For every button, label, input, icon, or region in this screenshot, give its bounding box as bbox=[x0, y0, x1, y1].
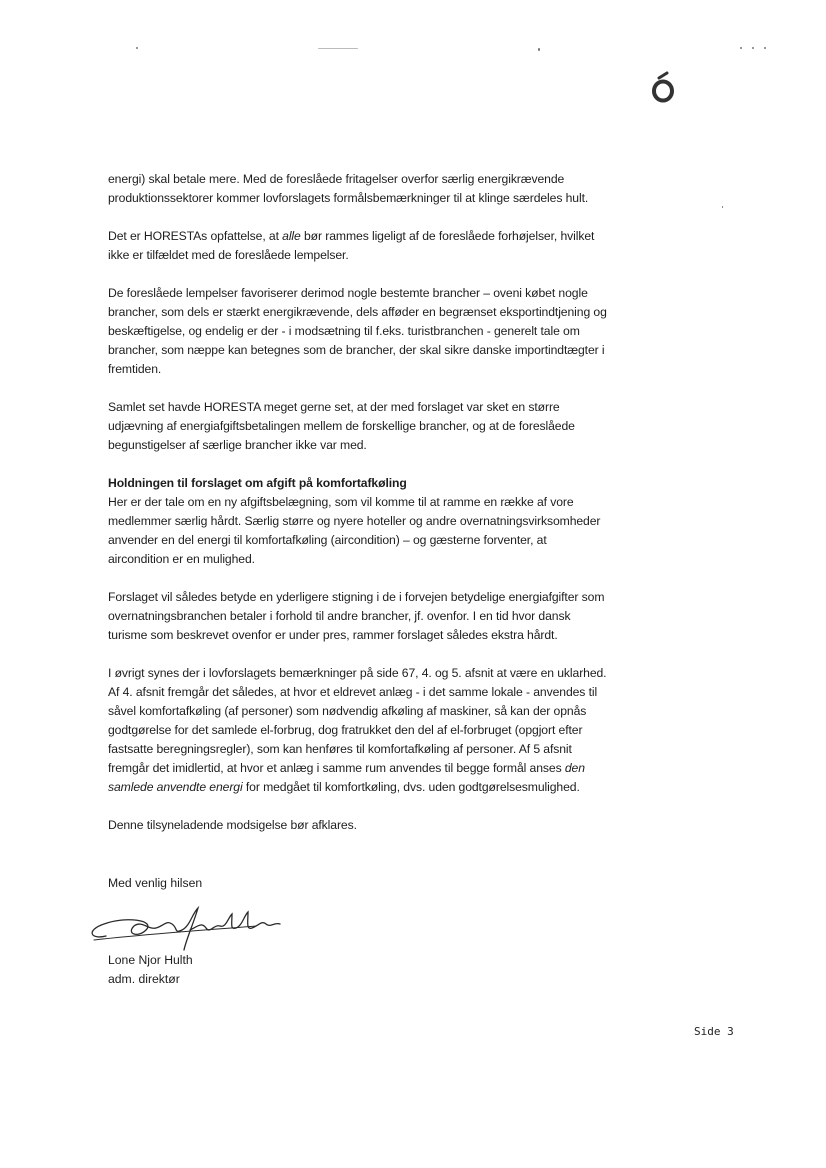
paragraph: I øvrigt synes der i lovforslagets bemærkninger på side 67, 4. og 5. afsnit at være en uklarhed. Af 4. afsnit fremgår det således, at hvor et eldrevet anlæg - i det samme lokale - anvendes til såvel komfortafkøling (af personer) som nødvendig afkøling af maskiner, så kan der opnås godtgørelse for det samlede el-forbrug, dog fratrukket den del af el-forbruget (opgjort efter fastsatte beregningsregler), som kan henføres til komfortafkøling af personer. Af 5 afsnit fremgår det imidlertid, at hvor et anlæg i samme rum anvendes til begge formål anses den samlede anvendte energi for medgået til komfortkøling, dvs. uden godtgørelsesmulighed. bbox=[108, 666, 607, 794]
closing-salutation: Med venlig hilsen bbox=[108, 876, 203, 890]
page-number: Side 3 bbox=[694, 1025, 734, 1038]
letter-body bbox=[108, 170, 608, 854]
paragraph: energi) skal betale mere. Med de foreslåede fritagelser overfor særlig energikrævende produktionssektorer kommer lovforslagets formålsbemærkninger til at klinge særdeles hult. bbox=[108, 172, 589, 205]
horesta-logo-icon bbox=[650, 70, 676, 104]
paragraph: De foreslåede lempelser favoriserer derimod nogle bestemte brancher – oveni købet nogle brancher, som dels er stærkt energikrævende, dels afføder en begrænset eksportindtjening og beskæftigelse, og endelig er der - i modsætning til f.eks. turistbranchen - generelt tale om brancher, som næppe kan betegnes som de brancher, der skal sikre danske importindtægter i fremtiden. bbox=[108, 286, 607, 376]
paragraph: Forslaget vil således betyde en yderligere stigning i de i forvejen betydelige energiafgifter som overnatningsbranchen betaler i forhold til andre brancher, jf. ovenfor. I en tid hvor dansk turisme som beskrevet ovenfor er under pres, rammer forslaget således ekstra hårdt. bbox=[108, 590, 605, 642]
signer-block bbox=[108, 951, 193, 989]
paragraph: Denne tilsyneladende modsigelse bør afklares. bbox=[108, 818, 357, 832]
paragraph: Det er HORESTAs opfattelse, at alle bør rammes ligeligt af de foreslåede forhøjelser, hvilket ikke er tilfældet med de foreslåede lempelser. bbox=[108, 229, 595, 262]
paragraph: Her er der tale om en ny afgiftsbelægning, som vil komme til at ramme en række af vore medlemmer særlig hårdt. Særlig større og nyere hoteller og andre overnatningsvirksomheder anvender en del energi til komfortafkøling (aircondition) – og gæsterne forventer, at aircondition er en mulighed. bbox=[108, 495, 601, 566]
signer-title: adm. direktør bbox=[108, 972, 180, 986]
handwritten-signature bbox=[86, 900, 286, 956]
paragraph: Samlet set havde HORESTA meget gerne set, at der med forslaget var sket en større udjævning af energiafgiftsbetalingen mellem de forskellige brancher, og at de foreslåede begunstigelser af særlige brancher ikke var med. bbox=[108, 400, 575, 452]
section-heading: Holdningen til forslaget om afgift på komfortafkøling bbox=[108, 476, 407, 490]
signer-name: Lone Njor Hulth bbox=[108, 953, 193, 967]
